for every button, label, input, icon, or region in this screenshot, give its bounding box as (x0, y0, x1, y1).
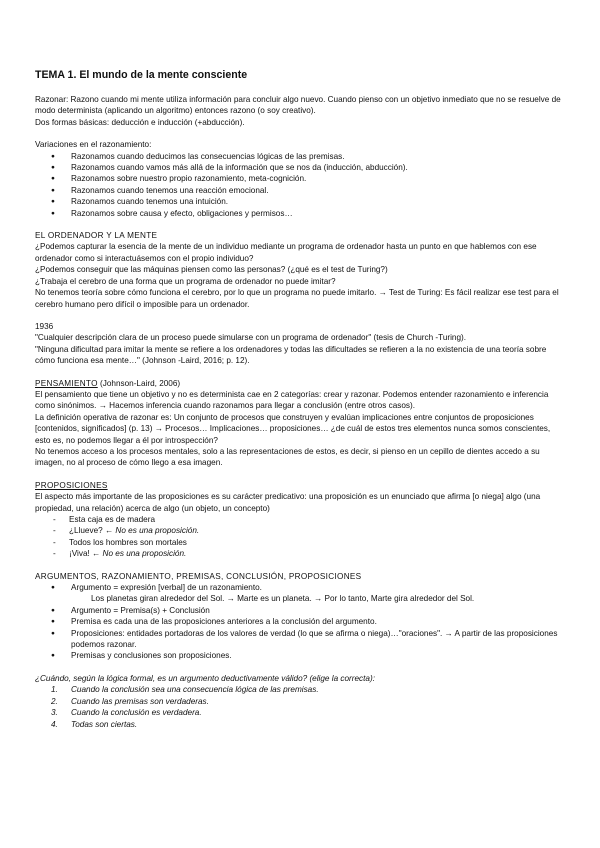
proposiciones-text: El aspecto más importante de las proposiciones es su carácter predicativo: una proposición es un enunciado que afirma [o niega] algo (una propiedad, una relación) acerca de algo (un objeto, un concepto) (35, 492, 541, 513)
example-note: No es una proposición. (102, 549, 187, 559)
option-number: 3. (51, 708, 58, 718)
quiz-option (51, 684, 565, 695)
example-text: Todos los hombres son mortales (69, 537, 187, 547)
ordenador-line: ¿Podemos conseguir que las máquinas piensen como las personas? (¿qué es el test de Turing?) (35, 265, 388, 275)
intro-forms: Dos formas básicas: deducción e inducción (+abducción). (35, 117, 245, 127)
list-item (53, 548, 565, 559)
list-item: ● Razonamos cuando vamos más allá de la información que se nos da (inducción, abducción). (51, 162, 565, 173)
church-turing-quote: "Cualquier descripción clara de un proceso puede simularse con un programa de ordenador" (tesis de Church -Turing). (35, 333, 467, 343)
option-number: 4. (51, 719, 58, 729)
list-item: ● Razonamos cuando tenemos una intuición. (51, 196, 565, 207)
list-item: ● Premisa es cada una de las proposiciones anteriores a la conclusión del argumento. (51, 616, 565, 627)
argumento-example: Los planetas giran alrededor del Sol. → Marte es un planeta. → Por lo tanto, Marte gira alrededor del Sol. (91, 594, 475, 604)
page-title: TEMA 1. El mundo de la mente consciente (35, 69, 248, 81)
proposiciones-heading: PROPOSICIONES (35, 480, 108, 490)
argumentos-heading: ARGUMENTOS, RAZONAMIENTO, PREMISAS, CONCLUSIÓN, PROPOSICIONES (35, 571, 362, 581)
option-text: Cuando las premisas son verdaderas. (71, 696, 209, 706)
pensamiento-title: PENSAMIENTO (35, 378, 98, 388)
option-number: 2. (51, 696, 58, 706)
year-1936: 1936 (35, 321, 54, 331)
quiz-option (51, 696, 565, 707)
document-page (35, 68, 565, 730)
pensamiento-line: La definición operativa de razonar es: Un conjunto de procesos que construyen y evalúan implicaciones entre conjuntos de proposiciones [contenidos, significados] (p. 13) → Procesos… Implicaciones… proposiciones… ¿de cuál de estos tres elementos nunca somos conscientes, esto es, no podemos llegar a él por introspección? (35, 412, 551, 445)
variaciones-heading: Variaciones en el razonamiento: (35, 140, 152, 150)
argumentos-list (35, 582, 565, 662)
quiz-option (51, 707, 565, 718)
option-number: 1. (51, 685, 58, 695)
option-text: Cuando la conclusión es verdadera. (71, 708, 202, 718)
list-item: ● Premisas y conclusiones son proposiciones. (51, 650, 565, 661)
quiz-option (51, 719, 565, 730)
ordenador-line: ¿Podemos capturar la esencia de la mente de un individuo mediante un programa de ordenador hasta un punto en que hablemos con ese ordenador como si interactuásemos con el propio individuo? (35, 242, 537, 263)
option-text: Cuando la conclusión sea una consecuencia lógica de las premisas. (71, 685, 319, 695)
list-item: ● Razonamos cuando tenemos una reacción emocional. (51, 185, 565, 196)
list-item: ● Argumento = Premisa(s) + Conclusión (51, 605, 565, 616)
list-item (53, 514, 565, 525)
list-item (53, 525, 565, 536)
pensamiento-line: El pensamiento que tiene un objetivo y no es determinista cae en 2 categorías: crear y razonar. Podemos entender razonamiento e inferencia como sinónimos. → Hacemos inferencia cuando razonamos para llegar a conclusión (entre otros casos). (35, 389, 549, 411)
example-text: ¡Viva! ← (69, 549, 103, 559)
pensamiento-line: No tenemos acceso a los procesos mentales, solo a las representaciones de estos, es decir, si pienso en un cepillo de dientes accedo a su imagen, no al proceso de cómo llego a esa imagen. (35, 446, 540, 468)
option-text: Todas son ciertas. (71, 719, 138, 729)
list-item: ● Razonamos sobre nuestro propio razonamiento, meta-cognición. (51, 173, 565, 184)
pensamiento-heading (35, 378, 565, 389)
quiz-options (35, 684, 565, 730)
list-item: ● Razonamos cuando deducimos las consecuencias lógicas de las premisas. (51, 151, 565, 162)
list-item: ● Proposiciones: entidades portadoras de los valores de verdad (lo que se afirma o niega)…"oraciones". → A partir de las proposiciones podemos razonar. (51, 628, 565, 651)
proposiciones-examples (35, 514, 565, 560)
argumento-definition: Argumento = expresión [verbal] de un razonamiento. (71, 583, 262, 593)
list-item (53, 537, 565, 548)
example-text: Esta caja es de madera (69, 515, 156, 524)
list-item: ● Razonamos sobre causa y efecto, obligaciones y permisos… (51, 208, 565, 219)
johnson-laird-quote: "Ninguna dificultad para imitar la mente se refiere a los ordenadores y todas las dificultades se refieren a la no existencia de una teoría sobre cómo funciona esa mente…" (Johnson -Laird, 2016; p. 12). (35, 344, 547, 366)
intro-paragraph: Razonar: Razono cuando mi mente utiliza información para concluir algo nuevo. Cuando pienso con un objetivo inmediato que no se resuelve de modo determinista (aplicando un algoritmo) entonces razono (o soy creativo). (35, 95, 561, 116)
variaciones-list (35, 151, 565, 219)
quiz-question: ¿Cuándo, según la lógica formal, es un argumento deductivamente válido? (elige la correcta): (35, 673, 375, 683)
ordenador-line: ¿Trabaja el cerebro de una forma que un programa de ordenador no puede imitar? (35, 276, 336, 286)
example-text: ¿Llueve? ← (69, 526, 116, 536)
pensamiento-citation: (Johnson-Laird, 2006) (97, 378, 181, 388)
ordenador-heading: EL ORDENADOR Y LA MENTE (35, 231, 158, 241)
example-note: No es una proposición. (115, 526, 200, 536)
ordenador-line: No tenemos teoría sobre cómo funciona el cerebro, por lo que un programa no puede imitarlo. → Test de Turing: Es fácil realizar ese test para el cerebro humano pero difícil o imposible para un ordenador. (35, 288, 559, 309)
list-item (51, 582, 565, 605)
